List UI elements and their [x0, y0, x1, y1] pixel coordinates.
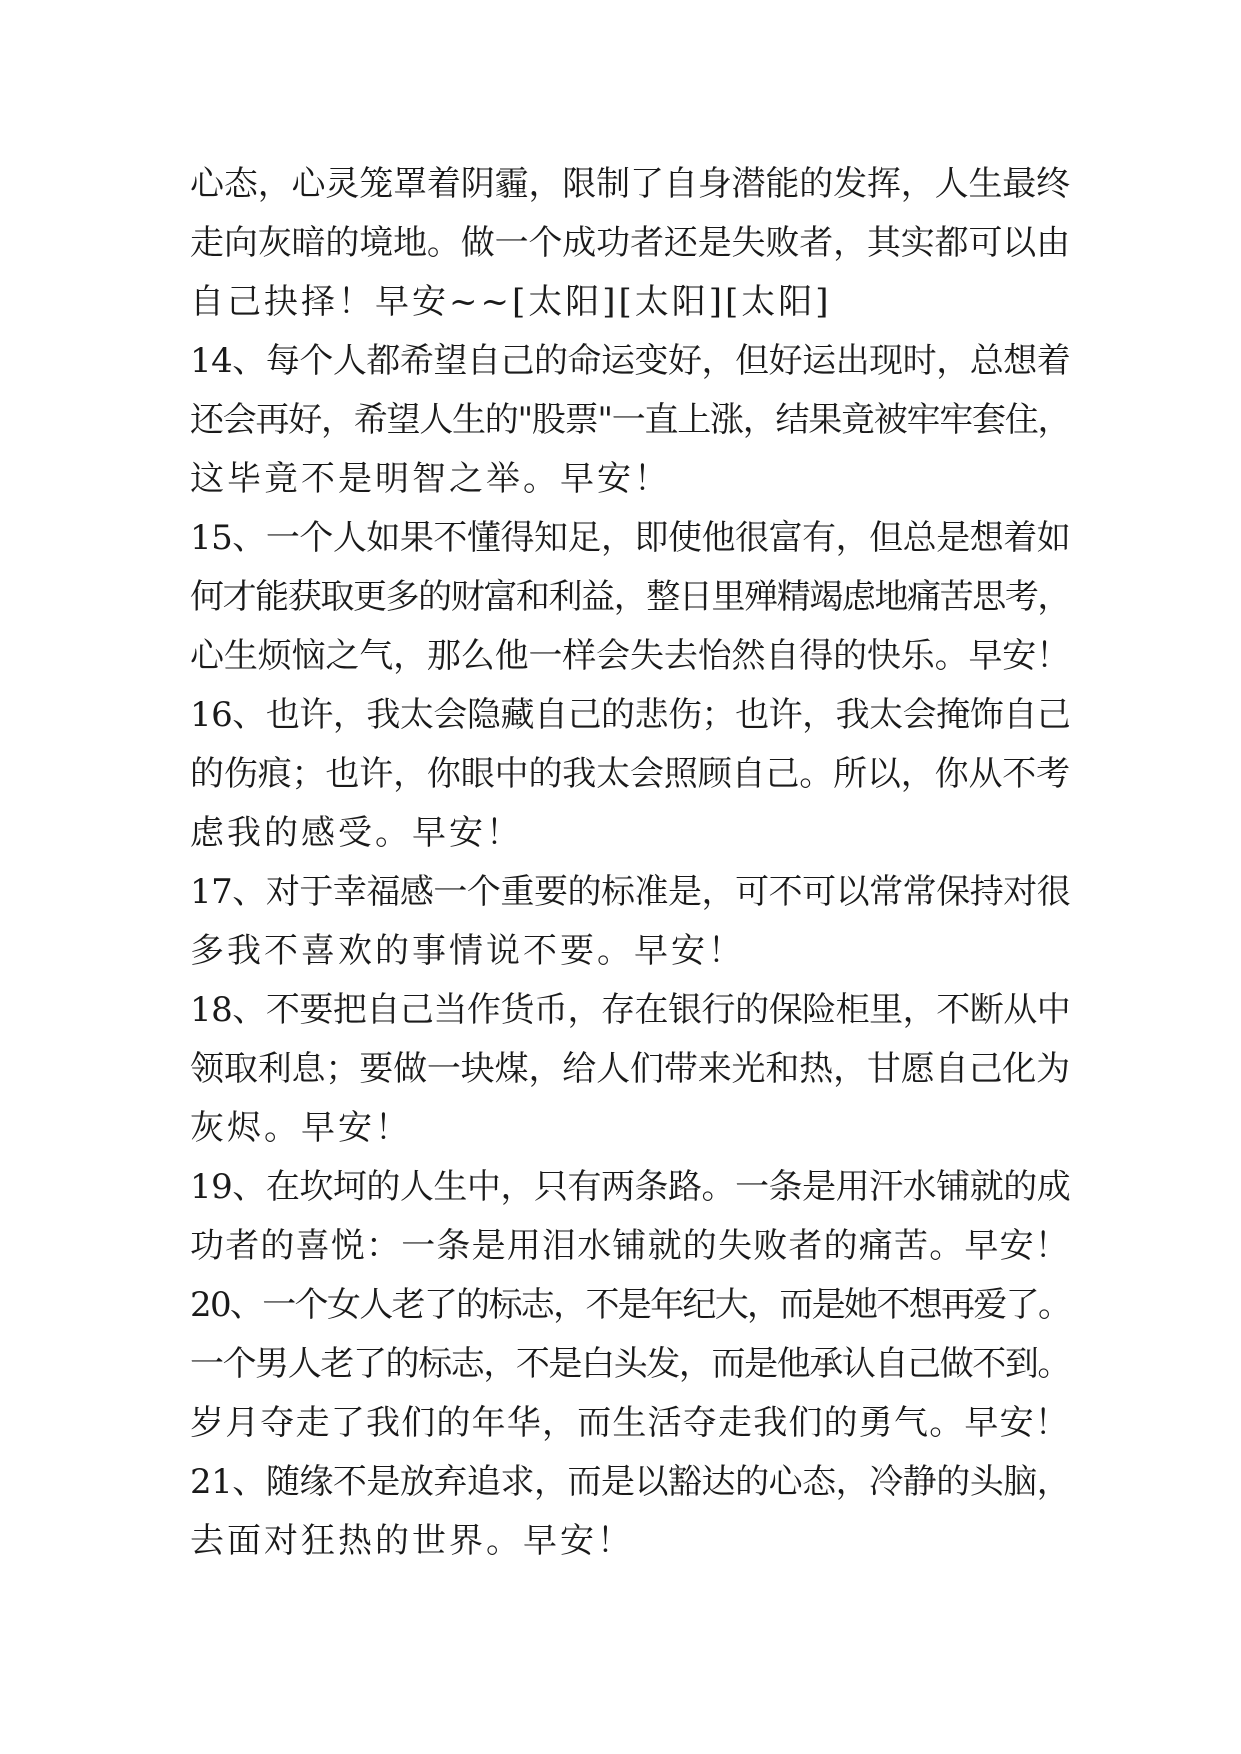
text-line: 功者的喜悦：一条是用泪水铺就的失败者的痛苦。早安！ — [190, 1226, 1070, 1266]
text-line: 多我不喜欢的事情说不要。早安！ — [190, 931, 745, 971]
text-line: 虑我的感受。早安！ — [190, 813, 523, 853]
document-body — [190, 155, 1070, 1571]
text-line: 15、一个人如果不懂得知足，即使他很富有，但总是想着如 — [190, 518, 1071, 558]
text-line: 灰烬。早安！ — [190, 1108, 412, 1148]
text-line: 去面对狂热的世界。早安！ — [190, 1521, 634, 1561]
text-line: 还会再好，希望人生的"股票"一直上涨，结果竟被牢牢套住， — [190, 400, 1071, 440]
text-line: 这毕竟不是明智之举。早安！ — [190, 459, 671, 499]
text-line: 走向灰暗的境地。做一个成功者还是失败者，其实都可以由 — [190, 223, 1070, 263]
text-line: 心生烦恼之气，那么他一样会失去怡然自得的快乐。早安！ — [190, 636, 1070, 676]
text-line: 心态，心灵笼罩着阴霾，限制了自身潜能的发挥，人生最终 — [190, 164, 1070, 204]
text-line: 领取利息；要做一块煤，给人们带来光和热，甘愿自己化为 — [190, 1049, 1070, 1089]
text-line: 自己抉择！早安~~[太阳][太阳][太阳] — [190, 282, 832, 322]
text-line: 何才能获取更多的财富和利益，整日里殚精竭虑地痛苦思考， — [190, 577, 1070, 617]
text-line: 一个男人老了的标志，不是白头发，而是他承认自己做不到。 — [190, 1344, 1070, 1384]
text-line: 16、也许，我太会隐藏自己的悲伤；也许，我太会掩饰自己 — [190, 695, 1071, 735]
text-line: 20、一个女人老了的标志，不是年纪大，而是她不想再爱了。 — [190, 1285, 1071, 1325]
text-line: 17、对于幸福感一个重要的标准是，可不可以常常保持对很 — [190, 872, 1071, 912]
text-line: 岁月夺走了我们的年华，而生活夺走我们的勇气。早安！ — [190, 1403, 1070, 1443]
text-line: 18、不要把自己当作货币，存在银行的保险柜里，不断从中 — [190, 990, 1071, 1030]
text-line: 21、随缘不是放弃追求，而是以豁达的心态，冷静的头脑， — [190, 1462, 1071, 1502]
text-line: 19、在坎坷的人生中，只有两条路。一条是用汗水铺就的成 — [190, 1167, 1071, 1207]
text-line: 的伤痕；也许，你眼中的我太会照顾自己。所以，你从不考 — [190, 754, 1070, 794]
text-line: 14、每个人都希望自己的命运变好，但好运出现时，总想着 — [190, 341, 1071, 381]
